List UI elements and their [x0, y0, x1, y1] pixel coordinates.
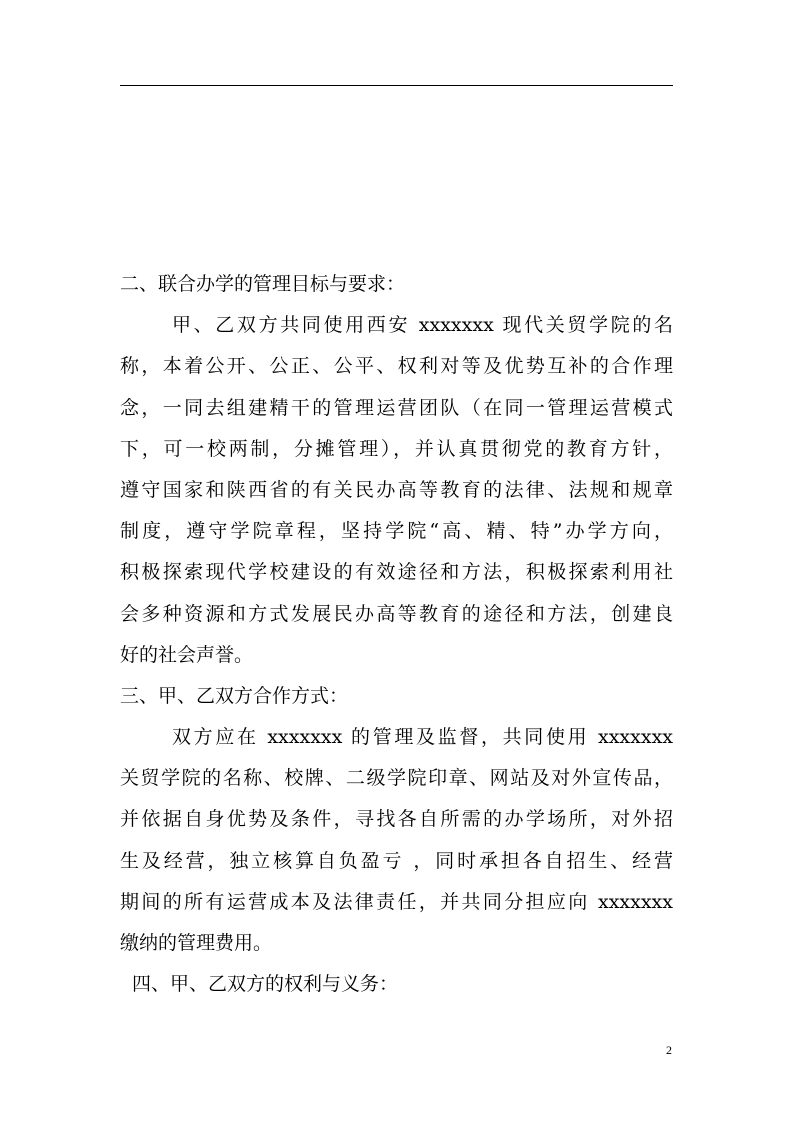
- paragraph-line: 称，本着公开、公正、公平、权利对等及优势互补的合作理: [120, 355, 673, 378]
- page-number: 2: [666, 1043, 672, 1057]
- section-heading-3: 三、甲、乙双方合作方式：: [120, 684, 349, 707]
- document-body: [120, 264, 673, 1005]
- paragraph-line: 好的社会声誉。: [120, 643, 254, 666]
- paragraph-line: 生及经营，独立核算自负盈亏 ，同时承担各自招生、经营: [120, 849, 673, 872]
- paragraph-line: 缴纳的管理费用。: [120, 932, 273, 954]
- paragraph-line: 期间的所有运营成本及法律责任，并共同分担应向 xxxxxxx: [120, 890, 673, 913]
- paragraph-line: 会多种资源和方式发展民办高等教育的途径和方法，创建良: [120, 602, 673, 625]
- paragraph-line: 下，可一校两制，分摊管理），并认真贯彻党的教育方针，: [120, 437, 673, 460]
- paragraph-line: 遵守国家和陕西省的有关民办高等教育的法律、法规和规章: [120, 478, 673, 501]
- paragraph-line: 念，一同去组建精干的管理运营团队（在同一管理运营模式: [120, 396, 673, 419]
- paragraph-line: 关贸学院的名称、校牌、二级学院印章、网站及对外宣传品，: [120, 767, 673, 790]
- paragraph-line: 积极探索现代学校建设的有效途径和方法，积极探索利用社: [120, 561, 673, 584]
- paragraph-line: 甲、乙双方共同使用西安 xxxxxxx 现代关贸学院的名: [172, 314, 673, 337]
- section-heading-2: 二、联合办学的管理目标与要求：: [120, 273, 406, 295]
- section-heading-4: 四、甲、乙双方的权利与义务：: [132, 973, 399, 996]
- paragraph-line: 并依据自身优势及条件，寻找各自所需的办学场所，对外招: [120, 808, 673, 831]
- header-rule: [120, 85, 673, 86]
- paragraph-line: 双方应在 xxxxxxx 的管理及监督，共同使用 xxxxxxx: [172, 726, 673, 749]
- paragraph-line: 制度，遵守学院章程，坚持学院“高、精、特”办学方向，: [120, 520, 673, 543]
